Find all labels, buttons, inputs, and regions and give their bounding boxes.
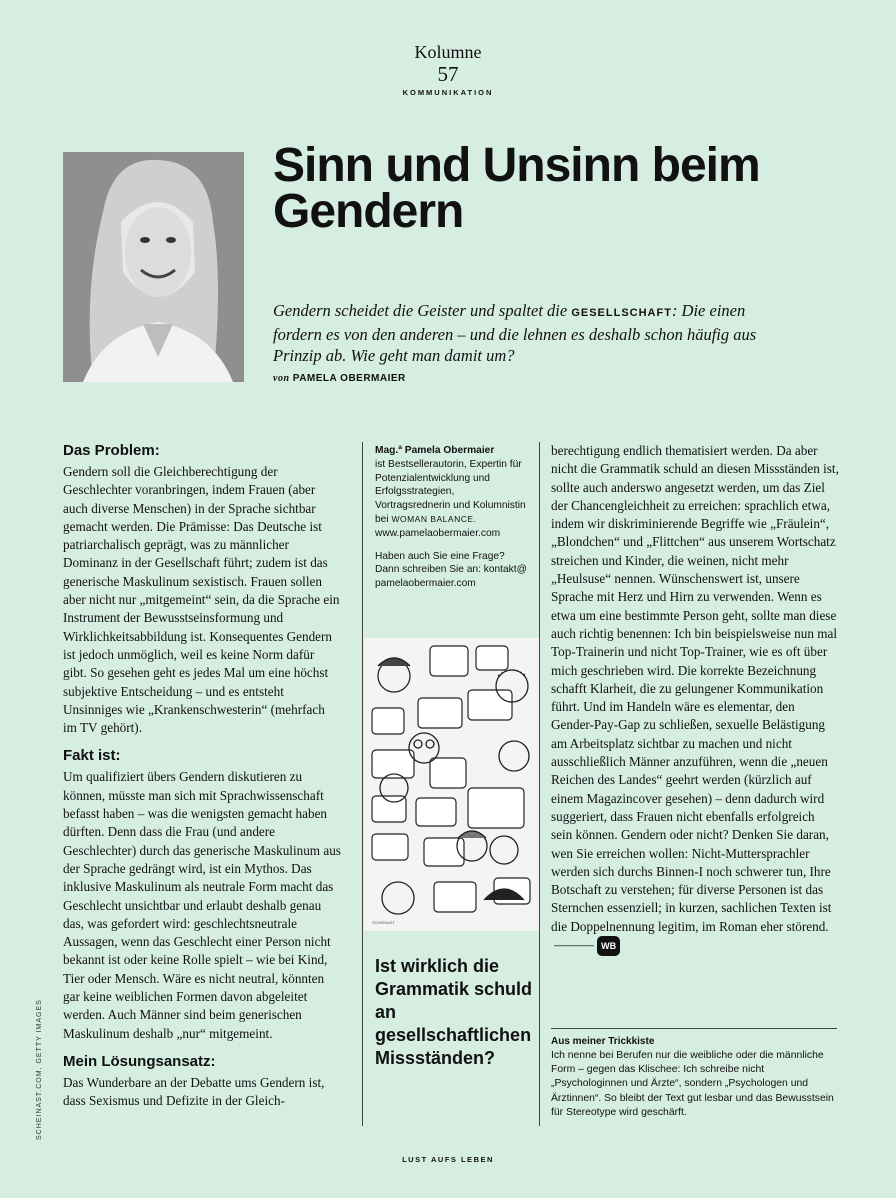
section-label: Kolumne <box>414 42 482 62</box>
bio-website: www.pamelaobermaier.com <box>375 527 501 539</box>
author-photo <box>63 152 244 382</box>
article-lead <box>273 300 773 366</box>
bio-contact: Haben auch Sie eine Frage? Dann schreiben Sie an: kontakt@ pamelaobermaier.com <box>375 550 527 590</box>
column-divider <box>362 442 363 1126</box>
column-1 <box>63 442 341 1121</box>
continued-text: berechtigung endlich thematisiert werden. Da aber nicht die Grammatik schuld an diesen Missständen ist, sollte auch anderswo angesetzt werden, um das Ziel der Chancengleichheit zu erreichen: sprachlich etwa, indem wir diskriminierende Begriffe wie „Fräulein“, „Blondchen“ und „Flittchen“ aus unserem Wortschatz streichen und Kinder, die weinen, nicht mehr „Heulsuse“ nennen. Wünschenswert ist, unsere Sprache mit Herz und Hirn zu verwenden. Wenn es etwa um eine bestimmte Person geht, sollte man diese auch richtig benennen: Ich bin beispielsweise nun mal Top-Trainerin und nicht Top-Trainer, wie es oft über mich geschrieben wird. Die korrekte Bezeichnung schafft Klarheit, die zu gelungener Kommunikation führt. Und im Handeln wäre es elementar, den Gender-Pay-Gap zu schließen, sexuelle Belästigung am Arbeitsplatz sichtbar zu machen und nicht ausschließlich Männer anzuführen, wenn die „neuen Reichen des Landes“ geehrt werden (kürzlich auf einem Magazincover gesehen) – denn dadurch wird suggeriert, dass Frauen nicht ebenfalls erfolgreich sein können. Gendern oder nicht? Denken Sie daran, wen Sie erreichen wollen: Nicht-Muttersprachler werden sich durchs Binnen-I noch schwerer tun, Ihre Botschaft zu verstehen; für diverse Personen ist das Sternchen essenziell; in kurzen, sachlichen Texten ist die Doppelnennung legitim, im Roman eher störend. <box>551 443 839 934</box>
article-title: Sinn und Unsinn beim Gendern <box>273 139 760 238</box>
lead-part1: Gendern scheidet die Geister und spaltet die <box>273 301 568 320</box>
page-header <box>0 42 896 97</box>
page-number: 57 <box>437 62 459 86</box>
trick-box <box>551 1036 839 1120</box>
trick-heading: Aus meiner Trickkiste <box>551 1036 655 1047</box>
heading-problem: Das Problem: <box>63 442 160 459</box>
paragraph-fact: Um qualifiziert übers Gendern diskutieren zu können, müsste man sich mit Sprachwissenschaft befasst haben – was die wenigsten gemacht haben dürften. Denn dass die Frau (und andere Geschlechter) durch das generische Maskulinum aus der Sprache gedrängt wird, ist ein Mythos. Das inklusive Maskulinum als neutrale Form macht das Geschlecht unsichtbar und erlaubt deshalb genau das, was gefordert wird: geschlechtsneutrale Aussagen, wenn das Geschlecht einer Person nicht bekannt ist oder keine Rolle spielt – wie bei Kind, Tier oder Mensch. Wäre es nicht neutral, könnten gar keine weiblichen Formen davon abgeleitet werden. Auch Männer sind beim generischen Maskulinum deshalb „nur“ mitgemeint. <box>63 769 341 1041</box>
comic-faces-illustration <box>364 638 539 931</box>
paragraph-problem: Gendern soll die Gleichberechtigung der Geschlechter voranbringen, indem Frauen (aber auch diverse Menschen) in der Sprache sichtbar gemacht werden. Die Prämisse: Das Deutsche ist patriarchalisch geprägt, was zu männlicher Dominanz in der Gesellschaft führt; zudem ist das generische Maskulinum sexistisch. Frauen sollen aber nicht nur „mitgemeint“ sein, da die Sprache ein Instrument der Bewusstseinsformung und Wirklichkeitsabbildung ist. Konsequentes Gendern ist jedoch unmöglich, weil es keine Norm dafür gibt. So gesehen geht es jedes Mal um eine höchst subjektive Entscheidung – und es entsteht Unsinniges wie „Krankenschwesterin“ (mehrfach im TV gehört). <box>63 464 340 736</box>
column-3 <box>551 442 839 956</box>
heading-solution: Mein Lösungsansatz: <box>63 1052 216 1070</box>
heading-fact: Fakt ist: <box>63 747 121 765</box>
byline-name: PAMELA OBERMAIER <box>292 373 406 384</box>
paragraph-continued <box>551 442 839 956</box>
page-footer: LUST AUFS LEBEN <box>402 1155 494 1164</box>
column-divider <box>539 442 540 1126</box>
byline-prefix: von <box>273 373 290 384</box>
illustration-signature: SCHEINAST <box>372 920 395 925</box>
category-label: KOMMUNIKATION <box>402 88 494 97</box>
lead-part2: : Die einen fordern es von den anderen – und die lehnen es deshalb schon häufig aus Prinzip ab. Wie geht man damit um? <box>273 301 757 365</box>
end-rule: ——— <box>551 937 598 953</box>
trick-divider <box>551 1028 837 1029</box>
author-bio <box>375 444 527 600</box>
byline <box>273 373 406 384</box>
paragraph-solution: Das Wunderbare an der Debatte ums Gendern ist, dass Sexismus und Defizite in der Gleich- <box>63 1074 325 1109</box>
bio-description: ist Bestsellerautorin, Expertin für Potenzialentwicklung und Erfolgsstrategien, Vortragsrednerin und Kolumnistin bei <box>375 458 526 525</box>
pull-quote: Ist wirklich die Grammatik schuld an gesellschaftlichen Missständen? <box>375 956 533 1068</box>
bio-text <box>375 444 527 541</box>
end-mark-logo: WB <box>597 936 620 956</box>
trick-text: Ich nenne bei Berufen nur die weibliche oder die männliche Form – gegen das Klischee: Ich schreibe nicht „Psychologinnen und Ärzte“, sondern „Psychologen und Ärztinnen“. So bleibt der Text gut lesbar und das Bewusstsein für Stereotype wird geschärft. <box>551 1050 834 1118</box>
photo-credit: SCHEINAST.COM, GETTY IMAGES <box>36 999 43 1140</box>
bio-brand: WOMAN BALANCE. <box>391 513 477 524</box>
lead-caps: GESELLSCHAFT <box>571 307 672 319</box>
bio-name: Mag.ª Pamela Obermaier <box>375 445 495 456</box>
